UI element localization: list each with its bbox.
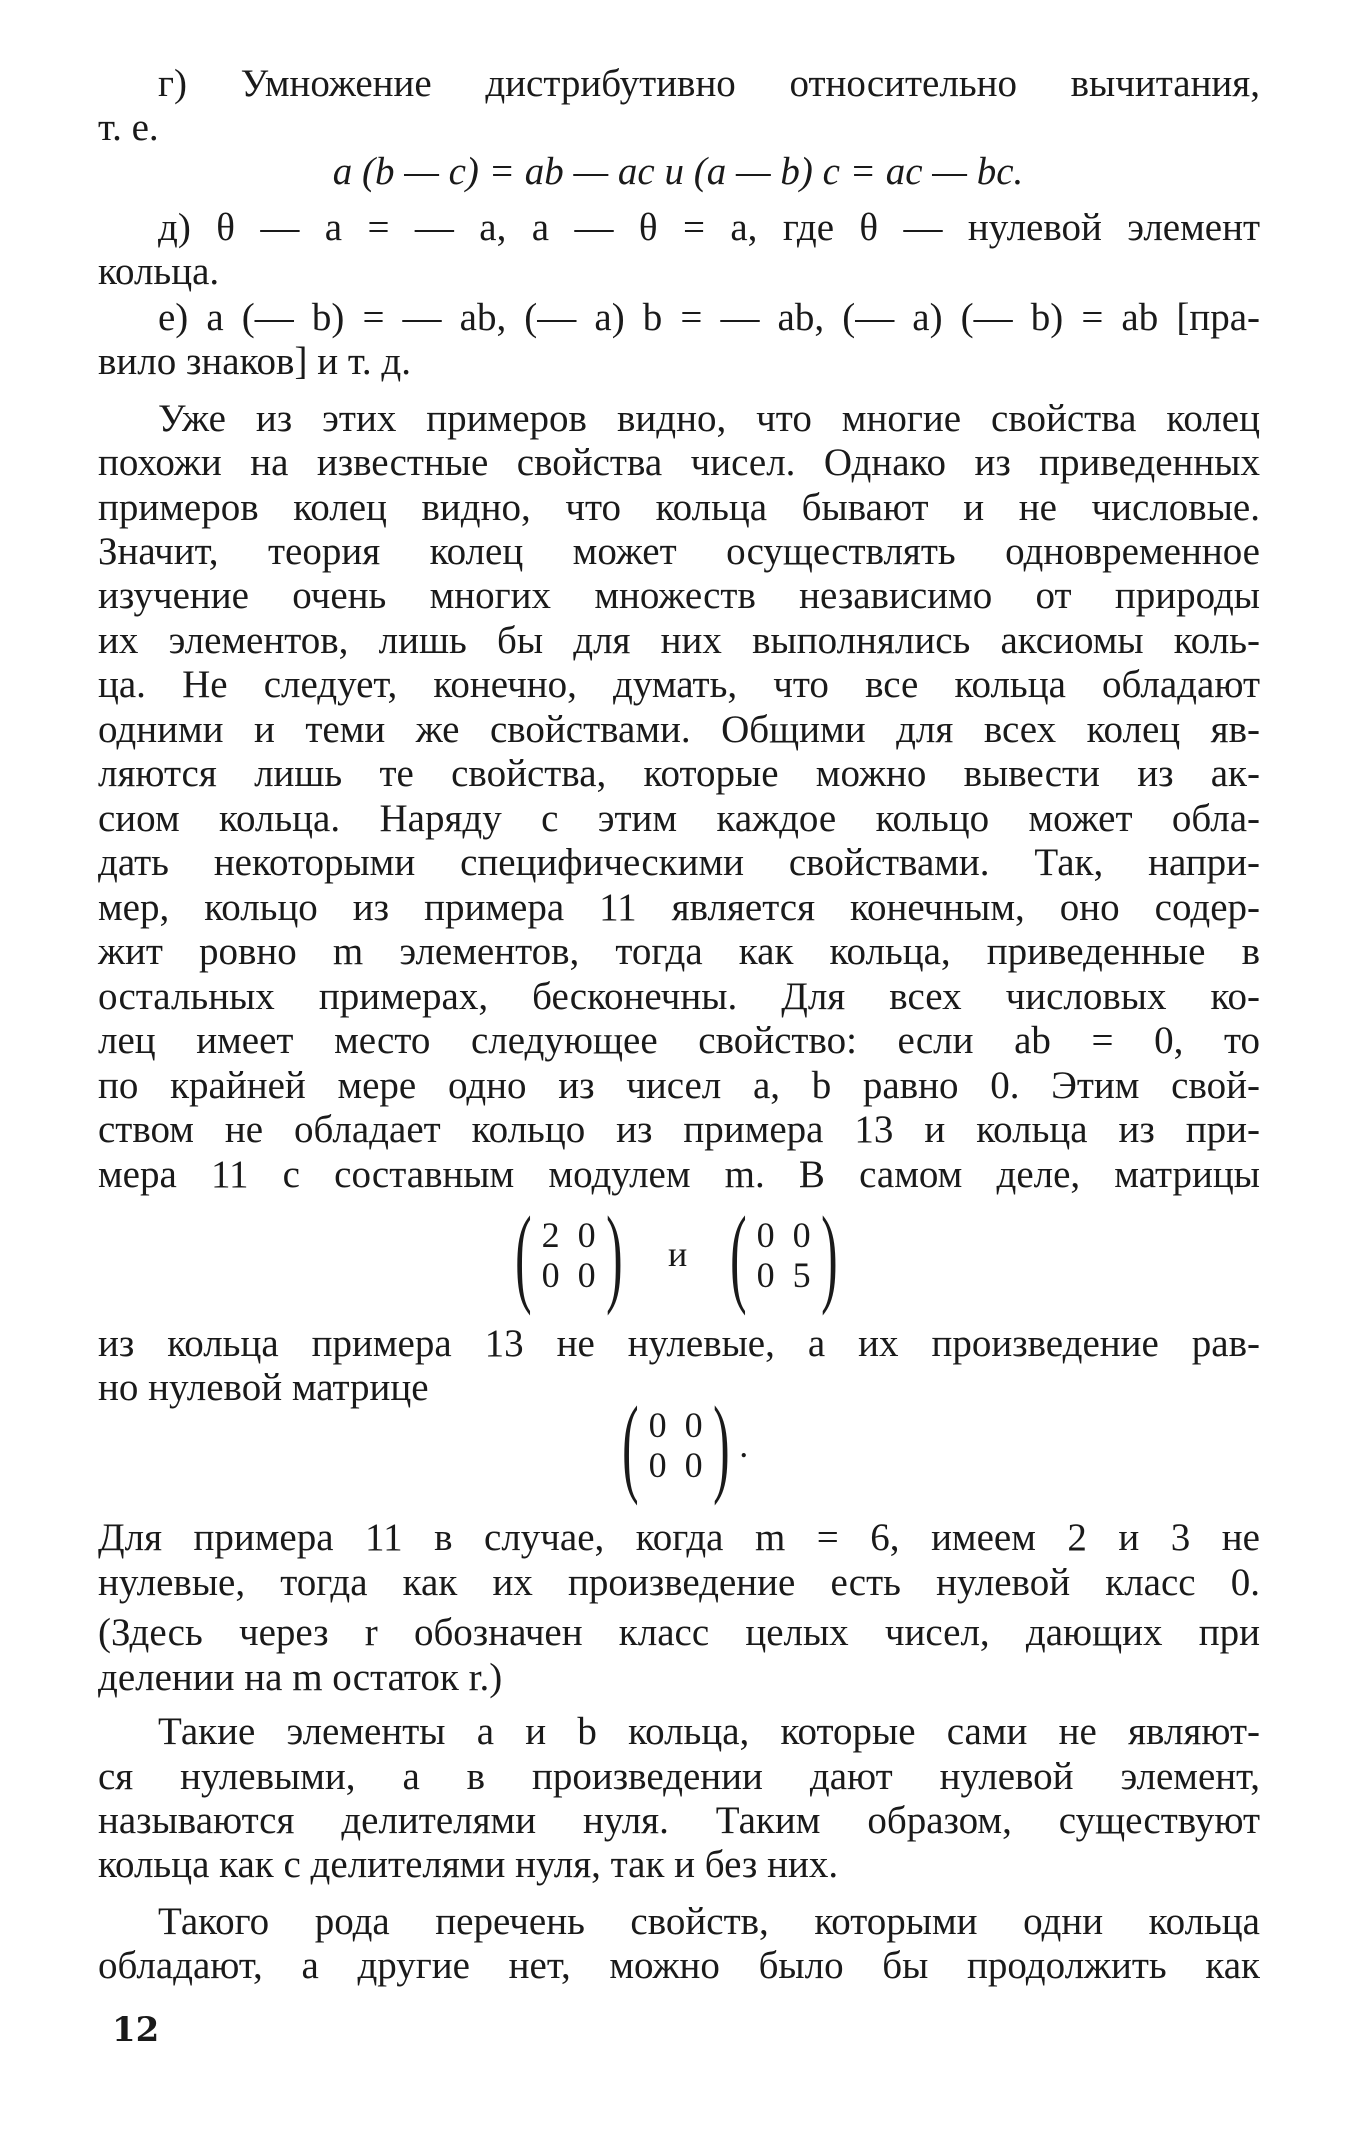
text-line: (Здесь через r обозначен класс целых чисел, дающих при — [98, 1611, 1260, 1654]
matrix-cell: 0 — [756, 1255, 775, 1295]
text-line: их элементов, лишь бы для них выполнялись аксиомы коль- — [98, 619, 1260, 662]
matrix-period: . — [739, 1425, 749, 1465]
text-line: остальных примерах, бесконечны. Для всех числовых ко- — [98, 975, 1260, 1018]
text-line: ца. Не следует, конечно, думать, что все кольца обладают — [98, 663, 1260, 706]
matrix-cell: 0 — [577, 1255, 596, 1295]
text-line: изучение очень многих множеств независимо от природы — [98, 574, 1260, 617]
matrix-cell: 0 — [577, 1215, 596, 1255]
right-paren: ) — [820, 1194, 838, 1316]
text-line: из кольца примера 13 не нулевые, а их произведение рав- — [98, 1322, 1260, 1365]
text-line: обладают, а другие нет, можно было бы продолжить как — [98, 1944, 1260, 1987]
page-number: 12 — [112, 2010, 160, 2050]
left-paren: ( — [622, 1384, 639, 1506]
text-line: делении на m остаток r.) — [98, 1656, 503, 1699]
matrix-cell: 0 — [684, 1445, 703, 1485]
matrix-connector: и — [668, 1234, 688, 1274]
text-line: называются делителями нуля. Таким образом, существуют — [98, 1799, 1260, 1842]
text-line: дать некоторыми специфическими свойствами. Так, напри- — [98, 841, 1260, 884]
left-paren: ( — [730, 1194, 747, 1316]
matrix-cell: 5 — [792, 1255, 811, 1295]
text-line: но нулевой матрице — [98, 1366, 429, 1409]
text-line: вило знаков] и т. д. — [98, 340, 412, 383]
text-line: е) a (— b) = — ab, (— a) b = — ab, (— a) (— b) = ab [пра- — [158, 296, 1260, 339]
matrix-cell: 2 — [541, 1215, 560, 1255]
text-line: т. е. — [98, 106, 159, 149]
left-paren: ( — [515, 1194, 532, 1316]
matrix-cell: 0 — [648, 1405, 667, 1445]
text-line: примеров колец видно, что кольца бывают и не числовые. — [98, 486, 1260, 529]
matrix-cell: 0 — [792, 1215, 811, 1255]
text-line: ством не обладает кольцо из примера 13 и кольца из при- — [98, 1108, 1260, 1151]
text-line: кольца. — [98, 250, 220, 293]
text-line: ся нулевыми, а в произведении дают нулевой элемент, — [98, 1755, 1260, 1798]
matrix-product — [612, 1384, 749, 1506]
matrix-cell: 0 — [541, 1255, 560, 1295]
text-line: д) θ — a = — a, a — θ = a, где θ — нулевой элемент — [158, 206, 1260, 249]
text-line: мер, кольцо из примера 11 является конечным, оно содер- — [98, 886, 1260, 929]
matrix-cell: 0 — [648, 1445, 667, 1485]
text-line: Уже из этих примеров видно, что многие свойства колец — [158, 397, 1260, 440]
matrix-second — [720, 1194, 847, 1316]
text-line: лец имеет место следующее свойство: если ab = 0, то — [98, 1019, 1260, 1062]
matrix-cell: 0 — [756, 1215, 775, 1255]
matrix-cell: 0 — [684, 1405, 703, 1445]
text-line: нулевые, тогда как их произведение есть нулевой класс 0. — [98, 1561, 1260, 1604]
right-paren: ) — [605, 1194, 623, 1316]
text-line: Такие элементы a и b кольца, которые сами не являют- — [158, 1710, 1260, 1753]
text-line: одними и теми же свойствами. Общими для всех колец яв- — [98, 708, 1260, 751]
text-line: Значит, теория колец может осуществлять одновременное — [98, 530, 1260, 573]
formula-line: a (b — c) = ab — ac и (a — b) c = ac — bc. — [332, 150, 1024, 193]
text-line: мера 11 с составным модулем m. В самом деле, матрицы — [98, 1153, 1260, 1196]
text-line: г) Умножение дистрибутивно относительно вычитания, — [158, 62, 1260, 105]
text-line: жит ровно m элементов, тогда как кольца, приведенные в — [98, 930, 1260, 973]
text-line: похожи на известные свойства чисел. Однако из приведенных — [98, 441, 1260, 484]
text-line: сиом кольца. Наряду с этим каждое кольцо может обла- — [98, 797, 1260, 840]
matrix-first — [505, 1194, 632, 1316]
right-paren: ) — [712, 1384, 730, 1506]
text-line: ляются лишь те свойства, которые можно вывести из ак- — [98, 752, 1260, 795]
text-line: Такого рода перечень свойств, которыми одни кольца — [158, 1900, 1260, 1943]
text-line: по крайней мере одно из чисел a, b равно 0. Этим свой- — [98, 1064, 1260, 1107]
text-line: Для примера 11 в случае, когда m = 6, имеем 2 и 3 не — [98, 1516, 1260, 1559]
text-line: кольца как с делителями нуля, так и без них. — [98, 1843, 839, 1886]
